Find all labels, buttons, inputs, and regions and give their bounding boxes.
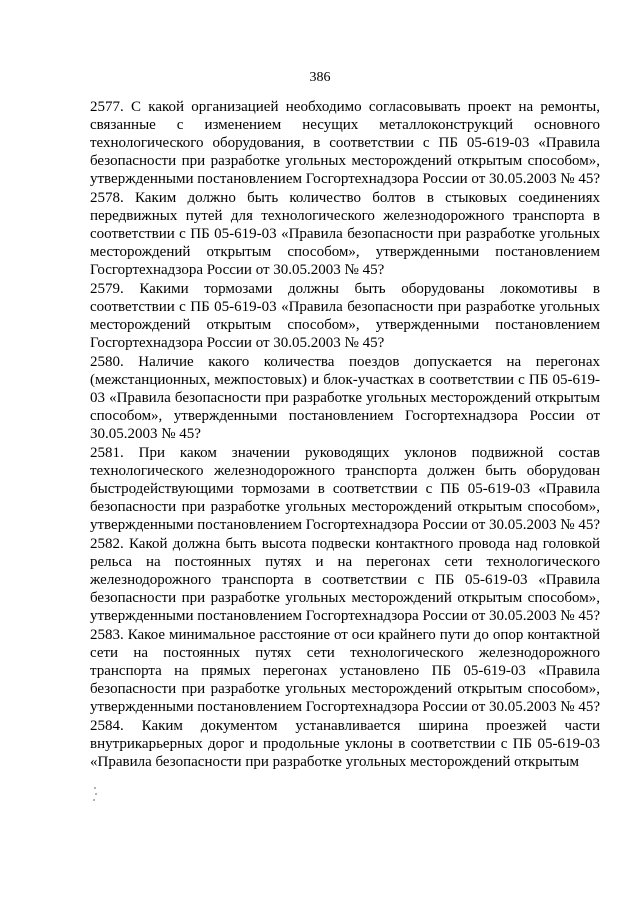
question-text: Какое минимальное расстояние от оси крайнего пути до опор контактной сети на постоянных путях сети технологического железнодорожного транспорта на прямых перегонах установлено ПБ 05-619-03 «Правила безопасности при разработке угольных месторождений открытым способом», утвержденными постановлением Госгортехнадзора России от 30.05.2003 № 45?	[90, 627, 600, 715]
question-list	[90, 98, 600, 772]
question-item	[90, 444, 600, 534]
question-item	[90, 535, 600, 625]
question-number: 2579.	[90, 281, 124, 297]
question-text: Каким должно быть количество болтов в стыковых соединениях передвижных путей для технологического железнодорожного транспорта в соответствии с ПБ 05-619-03 «Правила безопасности при разработке угольных месторождений открытым способом», утвержденными постановлением Госгортехнадзора России от 30.05.2003 № 45?	[90, 190, 600, 278]
question-item	[90, 280, 600, 352]
question-item	[90, 98, 600, 188]
question-number: 2581.	[90, 445, 124, 461]
question-number: 2582.	[90, 536, 124, 552]
question-number: 2583.	[90, 627, 124, 643]
question-text: С какой организацией необходимо согласовывать проект на ремонты, связанные с изменением несущих металлоконструкций основного технологического оборудования, в соответствии с ПБ 05-619-03 «Правила безопасности при разработке угольных месторождений открытым способом», утвержденными постановлением Госгортехнадзора России от 30.05.2003 № 45?	[90, 99, 600, 187]
question-text: Какими тормозами должны быть оборудованы локомотивы в соответствии с ПБ 05-619-03 «Правила безопасности при разработке угольных месторождений открытым способом», утвержденными постановлением Госгортехнадзора России от 30.05.2003 № 45?	[90, 281, 600, 351]
question-item	[90, 717, 600, 771]
question-text: Какой должна быть высота подвески контактного провода над головкой рельса на постоянных путях и на перегонах сети технологического железнодорожного транспорта в соответствии с ПБ 05-619-03 «Правила безопасности при разработке угольных месторождений открытым способом», утвержденными постановлением Госгортехнадзора России от 30.05.2003 № 45?	[90, 536, 601, 624]
question-number: 2577.	[90, 99, 124, 115]
question-item	[90, 189, 600, 279]
question-number: 2584.	[90, 718, 124, 734]
question-text: Наличие какого количества поездов допускается на перегонах (межстанционных, межпостовых) и блок-участках в соответствии с ПБ 05-619-03 «Правила безопасности при разработке угольных месторождений открытым способом», утвержденными постановлением Госгортехнадзора России от 30.05.2003 № 45?	[90, 354, 600, 442]
question-number: 2578.	[90, 190, 124, 206]
question-item	[90, 353, 600, 443]
question-number: 2580.	[90, 354, 124, 370]
question-text: Каким документом устанавливается ширина проезжей части внутрикарьерных дорог и продольные уклоны в соответствии с ПБ 05-619-03 «Правила безопасности при разработке угольных месторождений открытым	[90, 718, 600, 770]
page-number: 386	[309, 70, 331, 85]
question-item	[90, 626, 600, 716]
scan-speck-mark	[92, 786, 98, 804]
question-text: При каком значении руководящих уклонов подвижной состав технологического железнодорожного транспорта должен быть оборудован быстродействующими тормозами в соответствии с ПБ 05-619-03 «Правила безопасности при разработке угольных месторождений открытым способом», утвержденными постановлением Госгортехнадзора России от 30.05.2003 № 45?	[90, 445, 600, 533]
